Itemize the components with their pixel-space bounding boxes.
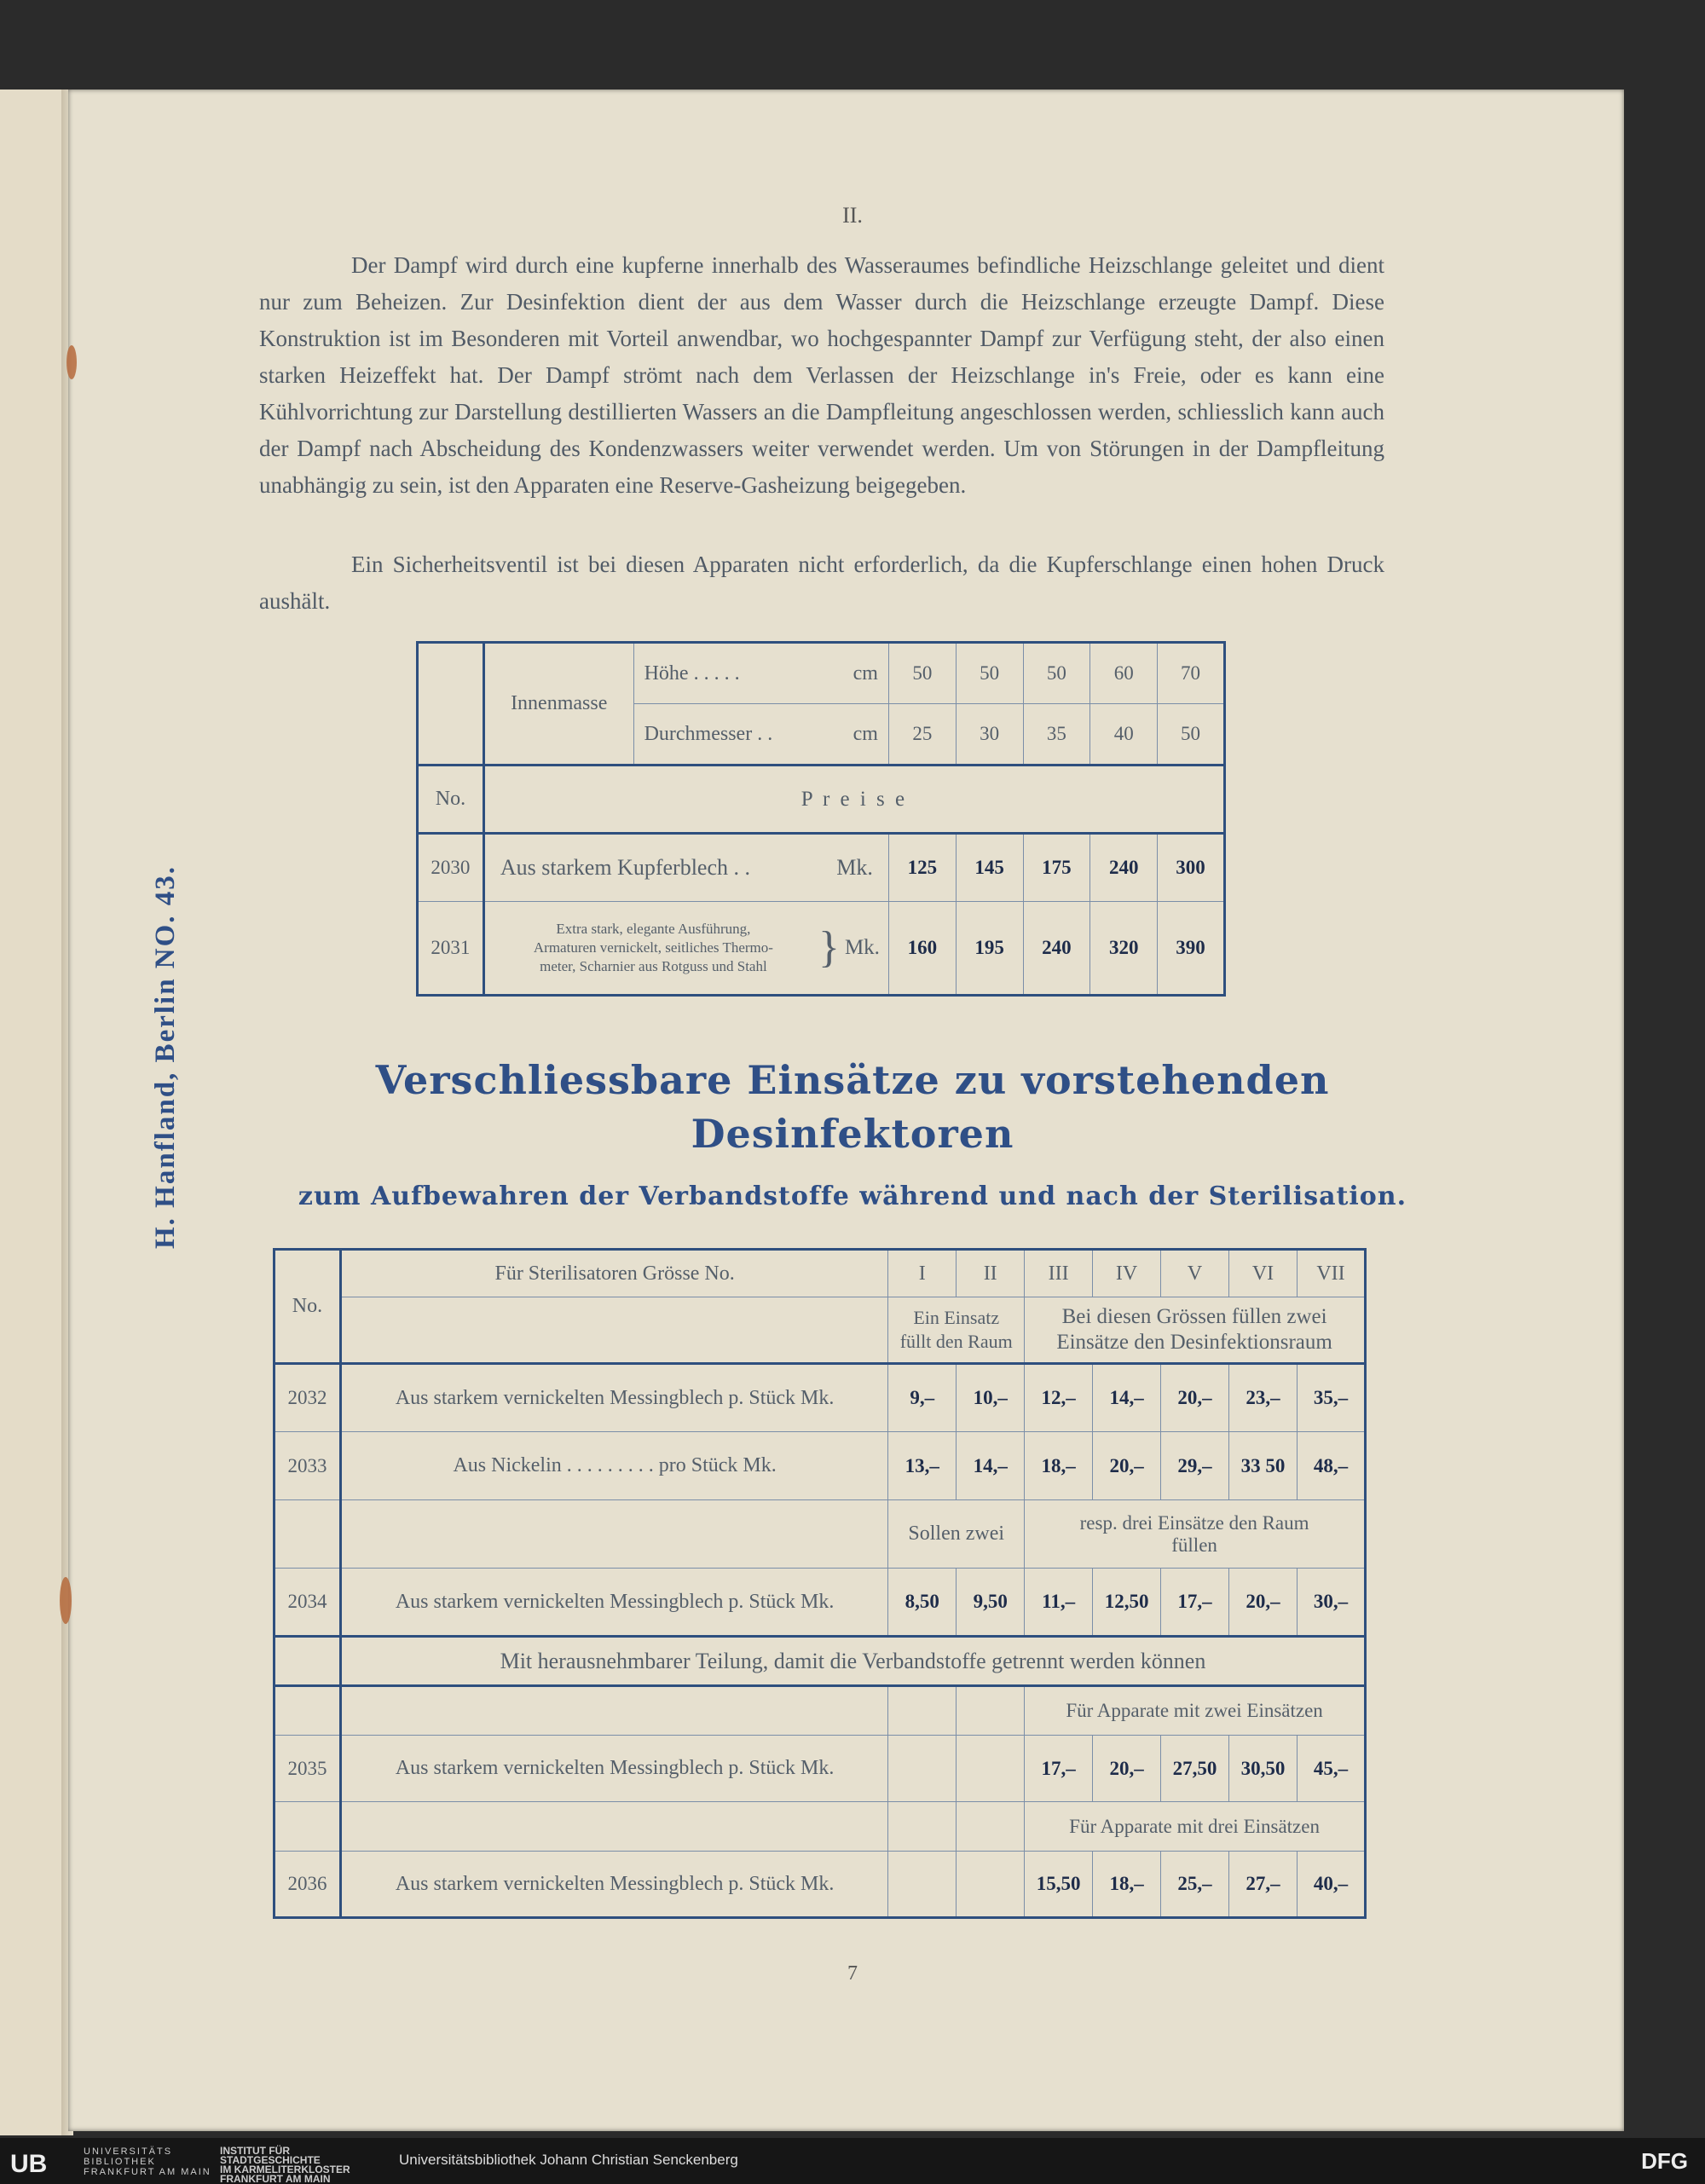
hoehe-value: 70 <box>1158 643 1225 704</box>
note-line: füllt den Raum <box>899 1331 1013 1352</box>
durchmesser-value: 35 <box>1023 704 1090 766</box>
ub-logo[interactable]: UB <box>10 2150 48 2178</box>
price: 30,50 <box>1229 1736 1298 1802</box>
header-spacer <box>340 1297 887 1364</box>
article-number: 2035 <box>275 1736 341 1802</box>
article-description <box>483 834 888 902</box>
section-subheading: zum Aufbewahren der Verbandstoffe während und nach der Sterilisation. <box>298 1182 1407 1211</box>
inst-line: STADTGESCHICHTE <box>220 2154 321 2166</box>
size-header: III <box>1025 1250 1093 1297</box>
size-header: VII <box>1297 1250 1365 1297</box>
price: 390 <box>1158 902 1225 996</box>
empty-cell <box>275 1686 341 1736</box>
institute-logo[interactable] <box>220 2146 350 2184</box>
currency-unit: Mk. <box>836 855 873 880</box>
article-number: 2034 <box>275 1569 341 1637</box>
price: 18,– <box>1025 1432 1093 1500</box>
price: 23,– <box>1229 1364 1298 1432</box>
paragraph-1 <box>259 247 1384 504</box>
empty-cell <box>888 1686 957 1736</box>
price: 8,50 <box>888 1569 957 1637</box>
price: 12,50 <box>1093 1569 1161 1637</box>
description-line: meter, Scharnier aus Rotguss und Stahl <box>540 958 767 974</box>
empty-cell <box>957 1802 1025 1852</box>
article-number: 2032 <box>275 1364 341 1432</box>
no-label: No. <box>418 766 484 834</box>
price: 320 <box>1090 902 1158 996</box>
price: 10,– <box>957 1364 1025 1432</box>
page-number: 7 <box>847 1962 858 1985</box>
size-header: IV <box>1093 1250 1161 1297</box>
library-name: Universitätsbibliothek Johann Christian Senckenberg <box>399 2152 738 2168</box>
article-description: Aus starkem vernickelten Messingblech p. Stück Mk. <box>340 1852 887 1918</box>
size-header: V <box>1161 1250 1229 1297</box>
note-two-inserts <box>1025 1297 1366 1364</box>
article-description <box>483 902 888 996</box>
price: 9,– <box>888 1364 957 1432</box>
note-line: füllen <box>1171 1534 1217 1556</box>
price: 45,– <box>1297 1736 1365 1802</box>
note-line: Ein Einsatz <box>913 1307 1000 1328</box>
empty-cell <box>888 1802 957 1852</box>
hoehe-label <box>633 643 888 704</box>
price: 29,– <box>1161 1432 1229 1500</box>
ub-logo-text <box>84 2146 211 2177</box>
no-label: No. <box>275 1250 341 1364</box>
empty-cell <box>957 1852 1025 1918</box>
note-line: resp. drei Einsätze den Raum <box>1079 1511 1309 1534</box>
price: 20,– <box>1093 1432 1161 1500</box>
paper-stain <box>66 345 77 379</box>
note-one-insert <box>888 1297 1025 1364</box>
empty-cell <box>340 1686 887 1736</box>
page-marker: II. <box>842 203 863 228</box>
empty-cell <box>888 1736 957 1802</box>
paragraph-1-text: Der Dampf wird durch eine kupferne innerhalb des Wasseraumes befindliche Heizschlange geleitet und dient nur zum Beheizen. Zur Desinfektion dient der aus dem Wasser durch die Heizschlange erzeugte Dampf. Diese Konstruktion ist im Besonderen mit Vorteil anwendbar, wo hochgespannter Dampf zur Verfügung steht, der also einen starken Heizeffekt hat. Der Dampf strömt nach dem Verlassen der Heizschlange in's Freie, oder es kann eine Kühlvorrichtung zur Darstellung destillierten Wassers an die Dampfleitung angeschlossen werden, schliesslich kann auch der Dampf nach Abscheidung des Kondenzwassers weiter verwendet werden. Um von Störungen in der Dampfleitung unabhängig zu sein, ist den Apparaten eine Reserve-Gasheizung beigegeben. <box>259 252 1384 498</box>
price: 35,– <box>1297 1364 1365 1432</box>
inst-line: IM KARMELITERKLOSTER <box>220 2164 350 2175</box>
size-header: I <box>888 1250 957 1297</box>
size-header: II <box>957 1250 1025 1297</box>
price: 20,– <box>1161 1364 1229 1432</box>
note-three-insert-devices: Für Apparate mit drei Einsätzen <box>1025 1802 1366 1852</box>
price: 175 <box>1023 834 1090 902</box>
footer-bar <box>0 2138 1705 2184</box>
price: 20,– <box>1229 1569 1298 1637</box>
hoehe-unit: cm <box>852 662 878 685</box>
article-number: 2031 <box>418 902 484 996</box>
innenmasse-label: Innenmasse <box>483 643 633 766</box>
price: 17,– <box>1025 1736 1093 1802</box>
article-description: Aus starkem vernickelten Messingblech p. Stück Mk. <box>340 1569 887 1637</box>
price: 13,– <box>888 1432 957 1500</box>
price: 48,– <box>1297 1432 1365 1500</box>
description-line: Armaturen vernickelt, seitliches Thermo- <box>533 939 773 956</box>
hoehe-text: Höhe . . . . . <box>644 662 740 685</box>
section-heading-line2: Desinfektoren <box>691 1111 1014 1157</box>
dfg-logo[interactable]: DFG <box>1641 2148 1688 2174</box>
note-b-left: Sollen zwei <box>888 1500 1025 1569</box>
note-line: Bei diesen Grössen füllen zwei <box>1061 1305 1327 1328</box>
price: 15,50 <box>1025 1852 1093 1918</box>
preise-label: P r e i s e <box>483 766 1224 834</box>
price-table-desinfektoren <box>416 641 1226 997</box>
price: 9,50 <box>957 1569 1025 1637</box>
inst-line: FRANKFURT AM MAIN <box>220 2173 331 2184</box>
price: 14,– <box>957 1432 1025 1500</box>
article-description: Aus starkem vernickelten Messingblech p. Stück Mk. <box>340 1736 887 1802</box>
note-b-right <box>1025 1500 1366 1569</box>
paper-stain <box>60 1577 72 1624</box>
inst-line: INSTITUT FÜR <box>220 2145 290 2157</box>
price: 18,– <box>1093 1852 1161 1918</box>
empty-cell <box>957 1686 1025 1736</box>
durchmesser-value: 40 <box>1090 704 1158 766</box>
article-number: 2030 <box>418 834 484 902</box>
article-description: Aus Nickelin . . . . . . . . . pro Stück Mk. <box>340 1432 887 1500</box>
size-label: Für Sterilisatoren Grösse No. <box>340 1250 887 1297</box>
empty-cell <box>275 1637 341 1686</box>
price-table-einsaetze <box>273 1248 1367 1919</box>
price: 30,– <box>1297 1569 1365 1637</box>
empty-cell <box>340 1802 887 1852</box>
hoehe-value: 50 <box>1023 643 1090 704</box>
paragraph-2-text: Ein Sicherheitsventil ist bei diesen Apparaten nicht erforderlich, da die Kupferschlange einen hohen Druck aushält. <box>259 552 1384 614</box>
currency-unit: Mk. <box>844 936 880 959</box>
durchmesser-value: 50 <box>1158 704 1225 766</box>
price: 195 <box>956 902 1023 996</box>
note-line: Einsätze den Desinfektionsraum <box>1056 1331 1332 1354</box>
price: 125 <box>888 834 956 902</box>
empty-cell <box>275 1500 341 1569</box>
article-number: 2033 <box>275 1432 341 1500</box>
durchmesser-value: 25 <box>888 704 956 766</box>
price: 11,– <box>1025 1569 1093 1637</box>
durchmesser-value: 30 <box>956 704 1023 766</box>
price: 33 50 <box>1229 1432 1298 1500</box>
durchmesser-text: Durchmesser . . <box>644 722 773 745</box>
price: 12,– <box>1025 1364 1093 1432</box>
price: 14,– <box>1093 1364 1161 1432</box>
empty-cell <box>888 1852 957 1918</box>
logo-line: UNIVERSITÄTS <box>84 2146 173 2157</box>
side-label: H. Hanfland, Berlin NO. 43. <box>150 864 181 1249</box>
hoehe-value: 50 <box>888 643 956 704</box>
article-description: Aus starkem vernickelten Messingblech p. Stück Mk. <box>340 1364 887 1432</box>
section-heading: Verschliessbare Einsätze zu vorstehenden <box>375 1057 1330 1103</box>
logo-line: FRANKFURT AM MAIN <box>84 2167 211 2177</box>
hoehe-value: 60 <box>1090 643 1158 704</box>
price: 40,– <box>1297 1852 1365 1918</box>
price: 27,50 <box>1161 1736 1229 1802</box>
brace-icon: } <box>818 923 840 972</box>
logo-line: BIBLIOTHEK <box>84 2157 156 2167</box>
price: 17,– <box>1161 1569 1229 1637</box>
price: 300 <box>1158 834 1225 902</box>
empty-cell <box>340 1500 887 1569</box>
article-number: 2036 <box>275 1852 341 1918</box>
paragraph-2 <box>259 546 1384 620</box>
durchmesser-label <box>633 704 888 766</box>
price: 25,– <box>1161 1852 1229 1918</box>
divider-text: Mit herausnehmbarer Teilung, damit die Verbandstoffe getrennt werden können <box>340 1637 1365 1686</box>
price: 20,– <box>1093 1736 1161 1802</box>
price: 145 <box>956 834 1023 902</box>
article-description-text: Aus starkem Kupferblech . . <box>500 855 750 880</box>
durchmesser-unit: cm <box>852 722 878 745</box>
description-line: Extra stark, elegante Ausführung, <box>556 921 751 937</box>
price: 160 <box>888 902 956 996</box>
note-two-insert-devices: Für Apparate mit zwei Einsätzen <box>1025 1686 1366 1736</box>
empty-cell <box>957 1736 1025 1802</box>
empty-cell <box>275 1802 341 1852</box>
price: 240 <box>1023 902 1090 996</box>
table1-corner <box>418 643 484 766</box>
size-header: VI <box>1229 1250 1298 1297</box>
hoehe-value: 50 <box>956 643 1023 704</box>
price: 240 <box>1090 834 1158 902</box>
price: 27,– <box>1229 1852 1298 1918</box>
